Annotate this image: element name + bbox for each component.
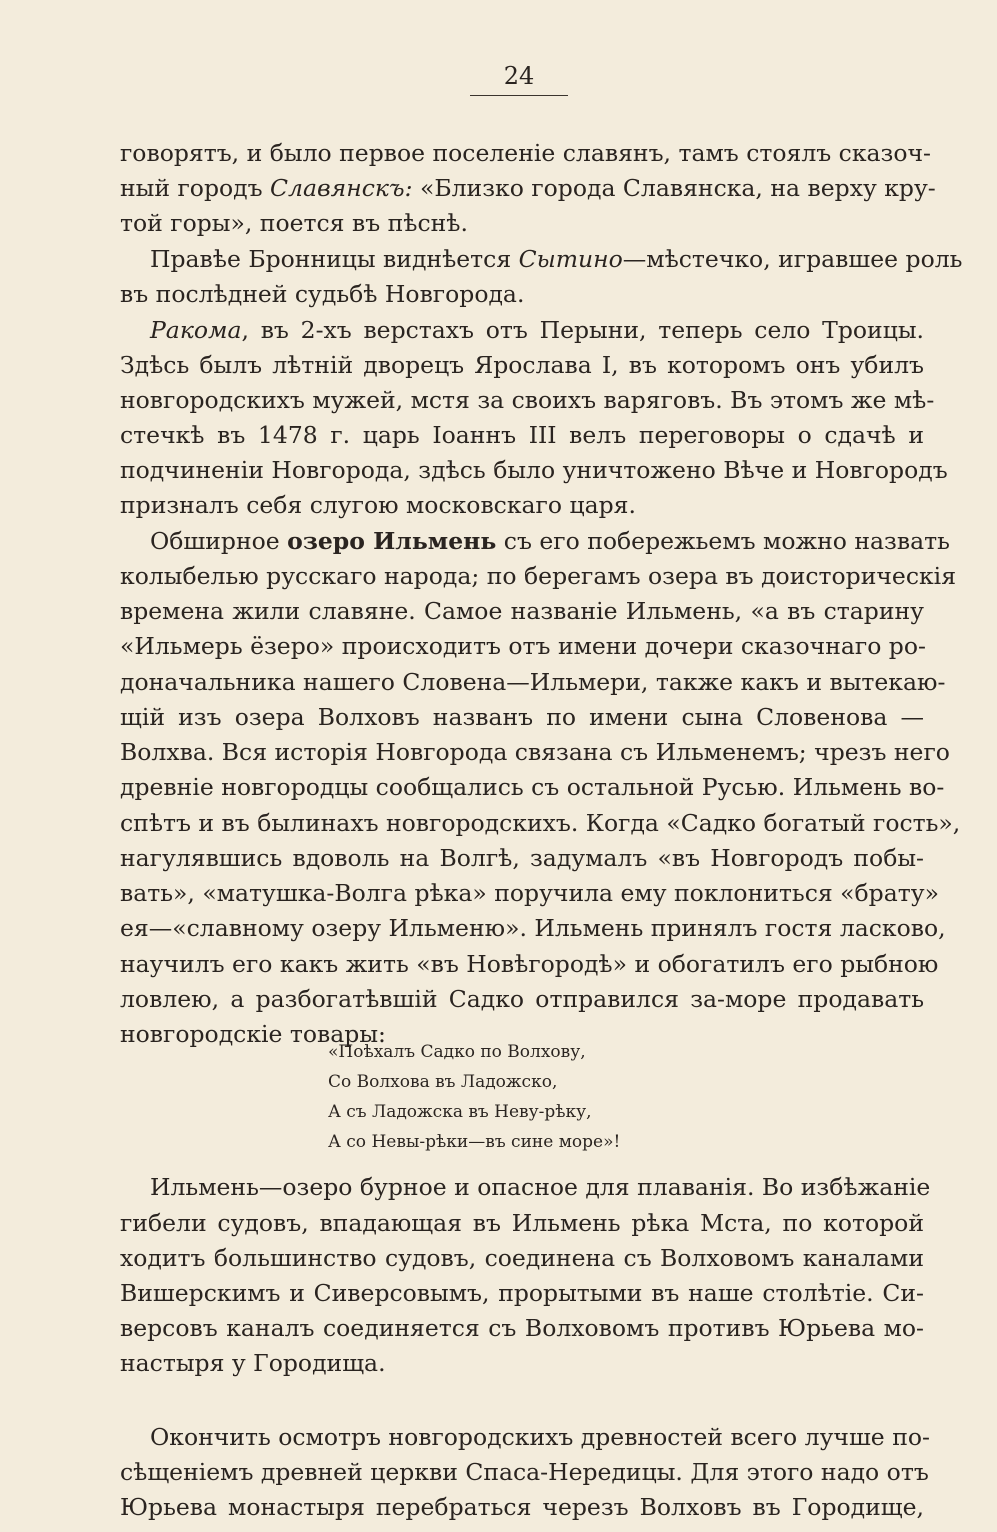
text-segment: Юрьева монастыря перебраться черезъ Волховъ въ Городище, bbox=[120, 1493, 924, 1521]
text-line bbox=[120, 947, 939, 981]
text-segment: ловлею, а разбогатѣвшій Садко отправился за-море продавать bbox=[120, 985, 924, 1013]
text-segment: колыбелью русскаго народа; по берегамъ озера въ доисторическія bbox=[120, 562, 957, 590]
text-line bbox=[120, 876, 939, 910]
verse-line bbox=[328, 1037, 748, 1067]
text-segment: щій изъ озера Волховъ названъ по имени сына Словенова — bbox=[120, 703, 924, 731]
text-segment: новгородскіе товары: bbox=[120, 1020, 386, 1048]
text-segment: ея—«славному озеру Ильменю». Ильмень принялъ гостя ласково, bbox=[120, 914, 946, 942]
text-segment: ходитъ большинство судовъ, соединена съ Волховомъ каналами bbox=[120, 1244, 924, 1272]
text-segment: той горы», поется въ пѣснѣ. bbox=[120, 209, 468, 237]
text-line bbox=[120, 383, 935, 417]
text-line bbox=[120, 1346, 924, 1380]
text-segment: призналъ себя слугою московскаго царя. bbox=[120, 491, 636, 519]
verse-line bbox=[328, 1097, 748, 1127]
verse-line bbox=[328, 1067, 748, 1097]
text-segment: Обширное bbox=[150, 527, 288, 555]
text-line bbox=[150, 242, 963, 276]
text-line bbox=[120, 1206, 924, 1240]
text-line bbox=[120, 629, 924, 663]
text-segment: Правѣе Бронницы виднѣется bbox=[150, 245, 519, 273]
text-segment: древніе новгородцы сообщались съ остальной Русью. Ильмень во- bbox=[120, 773, 945, 801]
page-number: 24 bbox=[503, 62, 535, 90]
text-segment: говорятъ, и было первое поселеніе славянъ, тамъ стоялъ сказоч- bbox=[120, 139, 931, 167]
text-segment: А со Невы-рѣки—въ сине море»! bbox=[328, 1132, 621, 1152]
text-segment: «Ильмерь ёзеро» происходитъ отъ имени дочери сказочнаго ро- bbox=[120, 632, 926, 660]
text-segment: , въ 2-хъ верстахъ отъ Перыни, теперь село Троицы. bbox=[241, 316, 924, 344]
text-segment: версовъ каналъ соединяется съ Волховомъ противъ Юрьева мо- bbox=[120, 1314, 924, 1342]
text-segment: ный городъ bbox=[120, 174, 271, 202]
text-segment-italic: Сытино bbox=[518, 245, 623, 273]
text-line bbox=[120, 136, 931, 170]
text-segment: спѣтъ и въ былинахъ новгородскихъ. Когда «Садко богатый гость», bbox=[120, 809, 961, 837]
text-line bbox=[120, 700, 924, 734]
text-line bbox=[150, 524, 950, 558]
text-line bbox=[150, 313, 924, 347]
text-segment-italic: Ракома bbox=[150, 316, 242, 344]
text-line bbox=[120, 277, 924, 311]
text-segment-italic: Славянскъ: bbox=[270, 174, 413, 202]
text-segment: съ его побережьемъ можно назвать bbox=[496, 527, 950, 555]
text-line bbox=[120, 1490, 924, 1524]
text-segment: Волхва. Вся исторія Новгорода связана съ Ильменемъ; чрезъ него bbox=[120, 738, 950, 766]
text-segment: «Близко города Славянска, на верху кру- bbox=[412, 174, 936, 202]
text-segment: въ послѣдней судьбѣ Новгорода. bbox=[120, 280, 525, 308]
text-line bbox=[120, 735, 950, 769]
verse-line bbox=[328, 1127, 748, 1157]
text-segment: доначальника нашего Словена—Ильмери, также какъ и вытекаю- bbox=[120, 668, 946, 696]
text-line bbox=[120, 1276, 924, 1310]
text-segment: настыря у Городища. bbox=[120, 1349, 386, 1377]
text-segment: стечкѣ въ 1478 г. царь Іоаннъ III велъ переговоры о сдачѣ и bbox=[120, 421, 924, 449]
text-line bbox=[120, 911, 946, 945]
text-line bbox=[120, 453, 948, 487]
text-segment: Вишерскимъ и Сиверсовымъ, прорытыми въ наше столѣтіе. Си- bbox=[120, 1279, 924, 1307]
text-line bbox=[150, 1170, 931, 1204]
text-line bbox=[120, 171, 936, 205]
text-line bbox=[120, 665, 946, 699]
text-segment: нагулявшись вдоволь на Волгѣ, задумалъ «въ Новгородъ побы- bbox=[120, 844, 924, 872]
text-line bbox=[120, 806, 961, 840]
text-segment: сѣщеніемъ древней церкви Спаса-Нередицы. Для этого надо отъ bbox=[120, 1458, 929, 1486]
text-line bbox=[120, 559, 957, 593]
text-segment: Ильмень—озеро бурное и опасное для плаванія. Во избѣжаніе bbox=[150, 1173, 931, 1201]
text-line bbox=[120, 594, 924, 628]
text-segment: Окончить осмотръ новгородскихъ древностей всего лучше по- bbox=[150, 1423, 930, 1451]
text-line bbox=[120, 206, 924, 240]
text-segment: новгородскихъ мужей, мстя за своихъ варяговъ. Въ этомъ же мѣ- bbox=[120, 386, 935, 414]
text-segment: гибели судовъ, впадающая въ Ильмень рѣка Мста, по которой bbox=[120, 1209, 924, 1237]
text-line bbox=[120, 1455, 929, 1489]
text-line bbox=[120, 488, 924, 522]
text-segment-bold: озеро Ильмень bbox=[287, 527, 497, 555]
text-segment: времена жили славяне. Самое названіе Ильмень, «а въ старину bbox=[120, 597, 924, 625]
text-line bbox=[120, 982, 924, 1016]
text-segment: подчиненіи Новгорода, здѣсь было уничтожено Вѣче и Новгородъ bbox=[120, 456, 948, 484]
text-line bbox=[120, 1311, 924, 1345]
text-line bbox=[120, 770, 945, 804]
text-line bbox=[120, 418, 924, 452]
text-segment: —мѣстечко, игравшее роль bbox=[622, 245, 963, 273]
text-line bbox=[150, 1420, 930, 1454]
text-segment: «Поѣхалъ Садко по Волхову, bbox=[328, 1042, 586, 1062]
text-segment: Здѣсь былъ лѣтній дворецъ Ярослава I, въ которомъ онъ убилъ bbox=[120, 351, 924, 379]
text-line bbox=[120, 348, 924, 382]
text-segment: научилъ его какъ жить «въ Новѣгородѣ» и обогатилъ его рыбною bbox=[120, 950, 939, 978]
text-line bbox=[120, 841, 924, 875]
text-line bbox=[120, 1241, 924, 1275]
text-segment: вать», «матушка-Волга рѣка» поручила ему поклониться «брату» bbox=[120, 879, 939, 907]
text-segment: Со Волхова въ Ладожско, bbox=[328, 1072, 558, 1092]
page-number-rule bbox=[470, 95, 568, 96]
text-segment: А съ Ладожска въ Неву-рѣку, bbox=[328, 1102, 592, 1122]
